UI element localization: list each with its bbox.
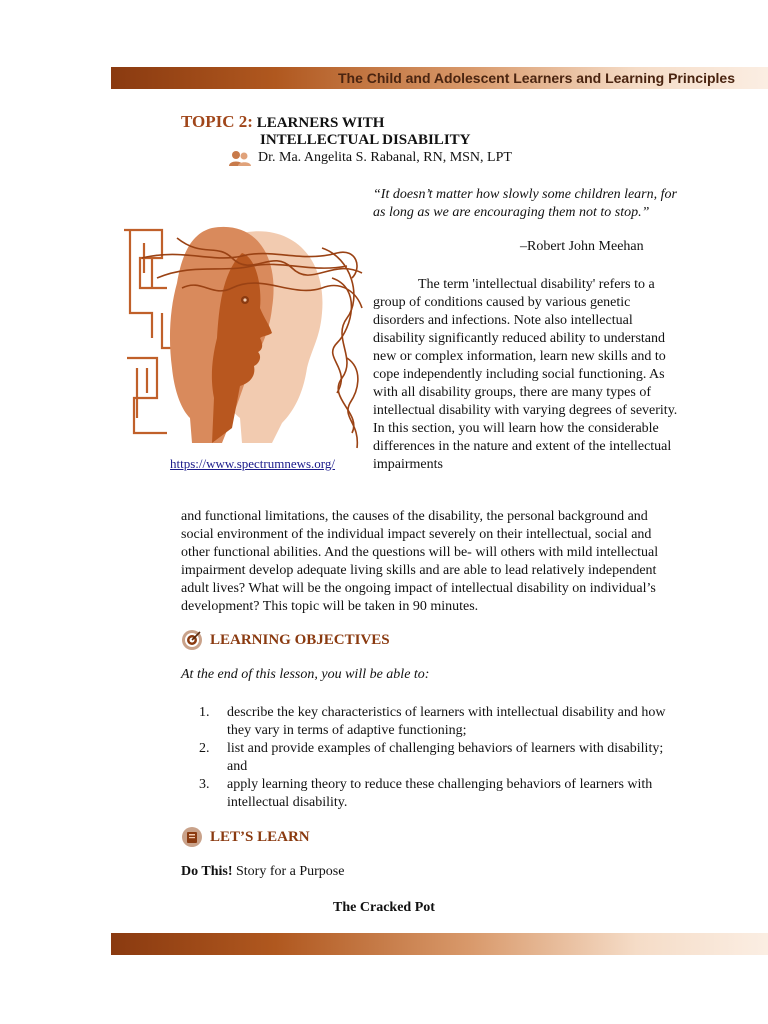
objectives-heading	[181, 629, 390, 651]
author-line	[228, 150, 512, 166]
list-item-number: 2.	[199, 741, 210, 756]
lets-learn-heading-text: LET’S LEARN	[210, 828, 310, 845]
heads-illustration-svg	[122, 218, 367, 453]
objectives-intro: At the end of this lesson, you will be able to:	[181, 667, 430, 682]
do-this-line	[181, 864, 344, 880]
objectives-list	[199, 704, 679, 812]
list-item-number: 1.	[199, 705, 210, 720]
continuation-paragraph	[181, 508, 681, 616]
book-icon	[181, 826, 203, 848]
do-this-label: Do This!	[181, 864, 233, 879]
quote-author: –Robert John Meehan	[520, 239, 644, 254]
topic-title-line2: INTELLECTUAL DISABILITY	[260, 132, 471, 148]
story-title: The Cracked Pot	[333, 900, 435, 915]
intro-text: The term 'intellectual disability' refers to a group of conditions caused by various genetic disorders and infections. Note also intellectual disability significantly reduced ability to understand new or complex information, learn new skills and to cope independently including social functioning. As with all disability groups, there are many types of intellectual disability with varying degrees of severity. In this section, you will learn how the considerable differences in the nature and extent of the intellectual impairments	[373, 277, 678, 472]
list-item	[199, 740, 679, 776]
topic-prefix: TOPIC 2:	[181, 112, 253, 131]
list-item	[199, 704, 679, 740]
list-item-text: list and provide examples of challenging behaviors of learners with disability; and	[227, 741, 664, 774]
footer-bar	[111, 933, 768, 955]
author-name: Dr. Ma. Angelita S. Rabanal, RN, MSN, LPT	[258, 150, 512, 165]
list-item-text: describe the key characteristics of learners with intellectual disability and how they vary in terms of adaptive functioning;	[227, 705, 666, 738]
person-icon	[228, 150, 252, 166]
objectives-heading-text: LEARNING OBJECTIVES	[210, 631, 390, 648]
intro-paragraph	[373, 276, 683, 474]
do-this-text: Story for a Purpose	[232, 864, 345, 879]
topic-heading	[181, 112, 384, 132]
lets-learn-heading	[181, 826, 310, 848]
quote-text: “It doesn’t matter how slowly some children learn, for as long as we are encouraging them not to stop.”	[373, 187, 677, 220]
list-item	[199, 776, 679, 812]
continuation-text: and functional limitations, the causes of the disability, the personal background and social environment of the individual impact severely on their intellectual, social and other functional abilities. And the questions will be- will others with mild intellectual impairment develop adequate living skills and are able to lead relatively independent adult lives? What will be the ongoing impact of intellectual disability on individual’s development? This topic will be taken in 90 minutes.	[181, 509, 659, 614]
header-bar	[111, 67, 768, 89]
list-item-number: 3.	[199, 777, 210, 792]
heads-illustration	[122, 218, 367, 453]
list-item-text: apply learning theory to reduce these challenging behaviors of learners with intellectual disability.	[227, 777, 653, 810]
topic-title-line1: LEARNERS WITH	[256, 115, 385, 131]
header-title: The Child and Adolescent Learners and Learning Principles	[337, 70, 735, 86]
target-icon	[181, 629, 203, 651]
image-credit-link[interactable]: https://www.spectrumnews.org/	[170, 456, 336, 471]
